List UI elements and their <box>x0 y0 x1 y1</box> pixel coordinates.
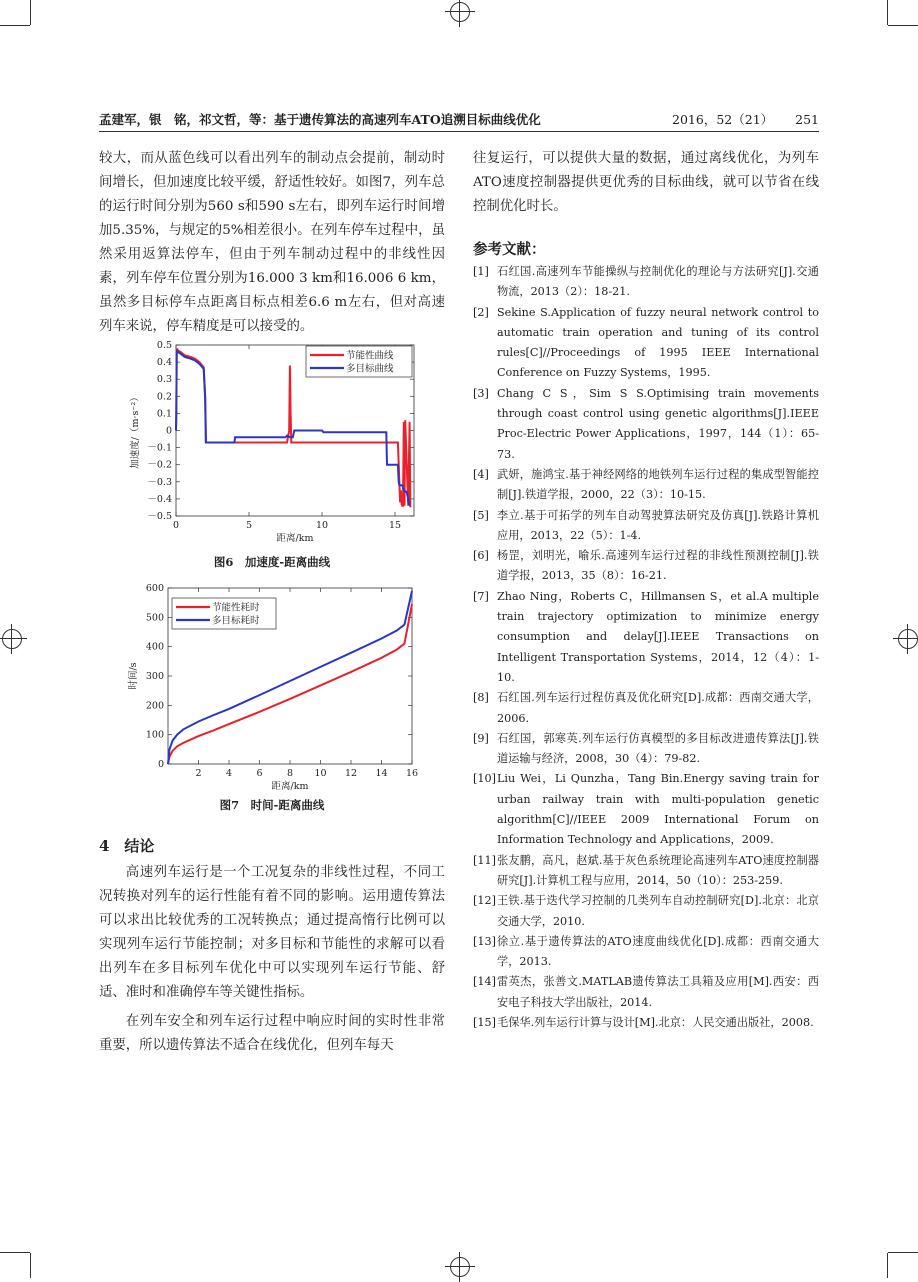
reference-item <box>473 465 819 506</box>
reference-text: 杨罡，刘明光，喻乐.高速列车运行过程的非线性预测控制[J].铁道学报，2013，35（8）：16-21. <box>497 549 819 583</box>
reference-text: 徐立.基于遗传算法的ATO速度曲线优化[D].成都：西南交通大学，2013. <box>497 934 819 969</box>
legend-label: 节能性曲线 <box>346 350 394 362</box>
acceleration-distance-chart <box>120 337 420 552</box>
x-tick-label: 12 <box>344 768 358 779</box>
y-tick-label: 0.2 <box>156 391 172 403</box>
reference-text: 毛保华.列车运行计算与设计[M].北京：人民交通出版社，2008. <box>497 1015 814 1029</box>
crop-mark <box>0 1252 30 1253</box>
crop-mark <box>887 0 888 25</box>
reference-number: [13] <box>473 934 496 948</box>
reference-text: 石红国，郭寒英.列车运行仿真模型的多目标改进遗传算法[J].铁道运输与经济，2008，30（4）：79-82. <box>497 731 819 766</box>
reference-text: 张友鹏，高凡，赵斌.基于灰色系统理论高速列车ATO速度控制器研究[J].计算机工程与应用，2014，50（10）：253-259. <box>497 853 819 887</box>
right-column-top <box>473 147 819 219</box>
y-tick-label: 0 <box>165 425 172 437</box>
reference-item <box>473 769 819 850</box>
y-axis-label: 时间/s <box>128 662 139 690</box>
x-tick-label: 15 <box>388 520 402 531</box>
reference-text: 李立.基于可拓学的列车自动驾驶算法研究及仿真[J].铁路计算机应用，2013，22（5）：1-4. <box>497 508 819 542</box>
figure-6-caption: 图6 加速度-距离曲线 <box>213 555 331 569</box>
reference-text: 石红国.列车运行过程仿真及优化研究[D].成都：西南交通大学，2006. <box>497 691 819 725</box>
header-issue-info <box>654 110 819 128</box>
reference-item <box>473 1013 819 1033</box>
x-tick-label: 8 <box>286 768 294 779</box>
x-axis-label: 距离/km <box>271 781 309 792</box>
x-tick-label: 4 <box>225 768 233 779</box>
crop-mark <box>30 0 31 25</box>
y-tick-label: 600 <box>145 583 164 594</box>
reference-item <box>473 546 819 587</box>
y-tick-label: －0.3 <box>147 476 172 488</box>
y-tick-label: 0.3 <box>156 374 172 386</box>
crop-mark <box>888 25 918 26</box>
reference-number: [14] <box>473 975 496 989</box>
reference-item <box>473 262 819 303</box>
reference-text: Liu Wei，Li Qunzha，Tang Bin.Energy saving train for urban railway train with multi-population genetic algorithm[C]//IEEE 2009 International Forum on Information Technology and Applications，2009. <box>497 772 819 847</box>
reference-number: [4] <box>473 467 489 481</box>
crop-mark <box>887 1253 888 1278</box>
reference-number: [15] <box>473 1015 496 1029</box>
left-column-top <box>99 147 445 339</box>
reference-text: Zhao Ning，Roberts C，Hillmansen S，et al.A multiple train trajectory optimization to minimize energy consumption and delay[J].IEEE Transactions on Intelligent Transportation Systems，2014，12（4）：1-10. <box>497 589 819 684</box>
y-tick-label: 0 <box>157 759 164 770</box>
reference-item <box>473 587 819 688</box>
paragraph: 往复运行，可以提供大量的数据，通过离线优化，为列车ATO速度控制器提供更优秀的目标曲线，就可以节省在线控制优化时长。 <box>473 151 819 214</box>
y-tick-label: 0.4 <box>156 357 172 369</box>
y-tick-label: －0.2 <box>147 459 172 471</box>
reference-text: Chang C S，Sim S S.Optimising train movements through coast control using genetic algorithms[J].IEEE Proc-Electric Power Applications，1997，144（1）：65-73. <box>497 386 819 461</box>
header-rule <box>99 131 819 132</box>
x-tick-label: 0 <box>172 520 180 531</box>
left-column-bottom <box>99 861 445 1058</box>
reference-text: 武妍，施鸿宝.基于神经网络的地铁列车运行过程的集成型智能控制[J].铁道学报，2000，22（3）：10-15. <box>497 467 819 502</box>
x-tick-label: 10 <box>314 768 327 779</box>
y-tick-label: 0.5 <box>156 340 172 351</box>
reference-text: 雷英杰，张善文.MATLAB遗传算法工具箱及应用[M].西安：西安电子科技大学出版社，2014. <box>497 975 819 1009</box>
x-tick-label: 14 <box>375 768 388 779</box>
paragraph: 较大，而从蓝色线可以看出列车的制动点会提前，制动时间增长，但加速度比较平缓，舒适性较好。如图7，列车总的运行时间分别为560 s和590 s左右，即列车运行时间增加5.35%，与规定的5%相差很小。在列车停车过程中，虽然采用返算法停车，但由于列车制动过程中的非线性因素，列车停车位置分别为16.000 3 km和16.006 6 km，虽然多目标停车点距离目标点相差6.6 m左右，但对高速列车来说，停车精度是可以接受的。 <box>99 151 445 334</box>
y-tick-label: －0.4 <box>147 493 172 505</box>
y-tick-label: －0.5 <box>147 511 172 522</box>
y-tick-label: －0.1 <box>147 442 172 454</box>
y-tick-label: 0.1 <box>156 408 172 420</box>
running-header <box>99 110 819 130</box>
legend-label: 节能性耗时 <box>212 602 260 614</box>
legend-label: 多目标耗时 <box>212 615 260 627</box>
reference-text: 王铁.基于迭代学习控制的几类列车自动控制研究[D].北京：北京交通大学，2010. <box>497 894 819 928</box>
y-tick-label: 400 <box>145 641 164 653</box>
reference-number: [12] <box>473 894 496 908</box>
registration-mark <box>898 629 918 649</box>
paragraph: 在列车安全和列车运行过程中响应时间的实时性非常重要，所以遗传算法不适合在线优化，但列车每天 <box>99 1014 445 1053</box>
x-tick-label: 16 <box>405 768 419 779</box>
reference-number: [3] <box>473 386 489 400</box>
crop-mark <box>0 25 30 26</box>
y-tick-label: 500 <box>145 612 164 624</box>
reference-number: [6] <box>473 549 489 563</box>
reference-item <box>473 303 819 384</box>
registration-mark <box>450 2 470 22</box>
x-tick-label: 5 <box>245 520 253 531</box>
reference-number: [11] <box>473 853 496 867</box>
reference-item <box>473 932 819 973</box>
reference-text: 石红国.高速列车节能操纵与控制优化的理论与方法研究[J].交通物流，2013（2）：18-21. <box>497 265 819 299</box>
x-axis-label: 距离/km <box>276 533 314 544</box>
reference-number: [2] <box>473 305 489 319</box>
x-tick-label: 2 <box>195 768 202 779</box>
reference-item <box>473 972 819 1013</box>
reference-item <box>473 506 819 547</box>
y-axis-label: 加速度/（m·s⁻²） <box>130 392 141 469</box>
time-distance-chart <box>120 582 420 794</box>
legend-label: 多目标曲线 <box>346 363 394 375</box>
reference-number: [5] <box>473 508 489 522</box>
reference-list <box>473 262 819 1033</box>
figure-7-caption: 图7 时间-距离曲线 <box>219 798 325 812</box>
figure-6 <box>120 337 420 552</box>
reference-text: Sekine S.Application of fuzzy neural network control to automatic train operation and tuning of its control rules[C]//Proceedings of 1995 IEEE International Conference on Fuzzy Systems，1995. <box>497 305 819 380</box>
reference-item <box>473 729 819 770</box>
registration-mark <box>450 1257 470 1277</box>
reference-item <box>473 851 819 892</box>
section-title: 4 结论 <box>99 837 155 855</box>
reference-number: [7] <box>473 589 489 603</box>
reference-item <box>473 384 819 465</box>
x-tick-label: 6 <box>256 768 263 779</box>
references-heading: 参考文献： <box>473 241 546 258</box>
header-page-number: 251 <box>795 112 819 127</box>
x-tick-label: 10 <box>315 520 329 531</box>
reference-item <box>473 891 819 932</box>
crop-mark <box>888 1252 918 1253</box>
reference-number: [9] <box>473 731 489 745</box>
reference-number: [10] <box>473 772 496 786</box>
y-tick-label: 300 <box>145 671 164 682</box>
header-issue: 2016，52（21） <box>672 112 774 127</box>
reference-number: [1] <box>473 265 489 278</box>
y-tick-label: 200 <box>145 700 164 712</box>
figure-7 <box>120 582 420 794</box>
paragraph: 高速列车运行是一个工况复杂的非线性过程，不同工况转换对列车的运行性能有着不同的影响。运用遗传算法可以求出比较优秀的工况转换点；通过提高惰行比例可以实现列车运行节能控制；对多目标和节能性的求解可以看出列车在多目标列车优化中可以实现列车运行节能、舒适、准时和准确停车等关键性指标。 <box>99 865 445 1000</box>
reference-number: [8] <box>473 691 489 705</box>
registration-mark <box>2 629 22 649</box>
reference-item <box>473 688 819 729</box>
crop-mark <box>30 1253 31 1278</box>
y-tick-label: 100 <box>145 729 164 741</box>
header-title: 孟建军，银 铭，祁文哲，等：基于遗传算法的高速列车ATO追溯目标曲线优化 <box>99 112 541 127</box>
